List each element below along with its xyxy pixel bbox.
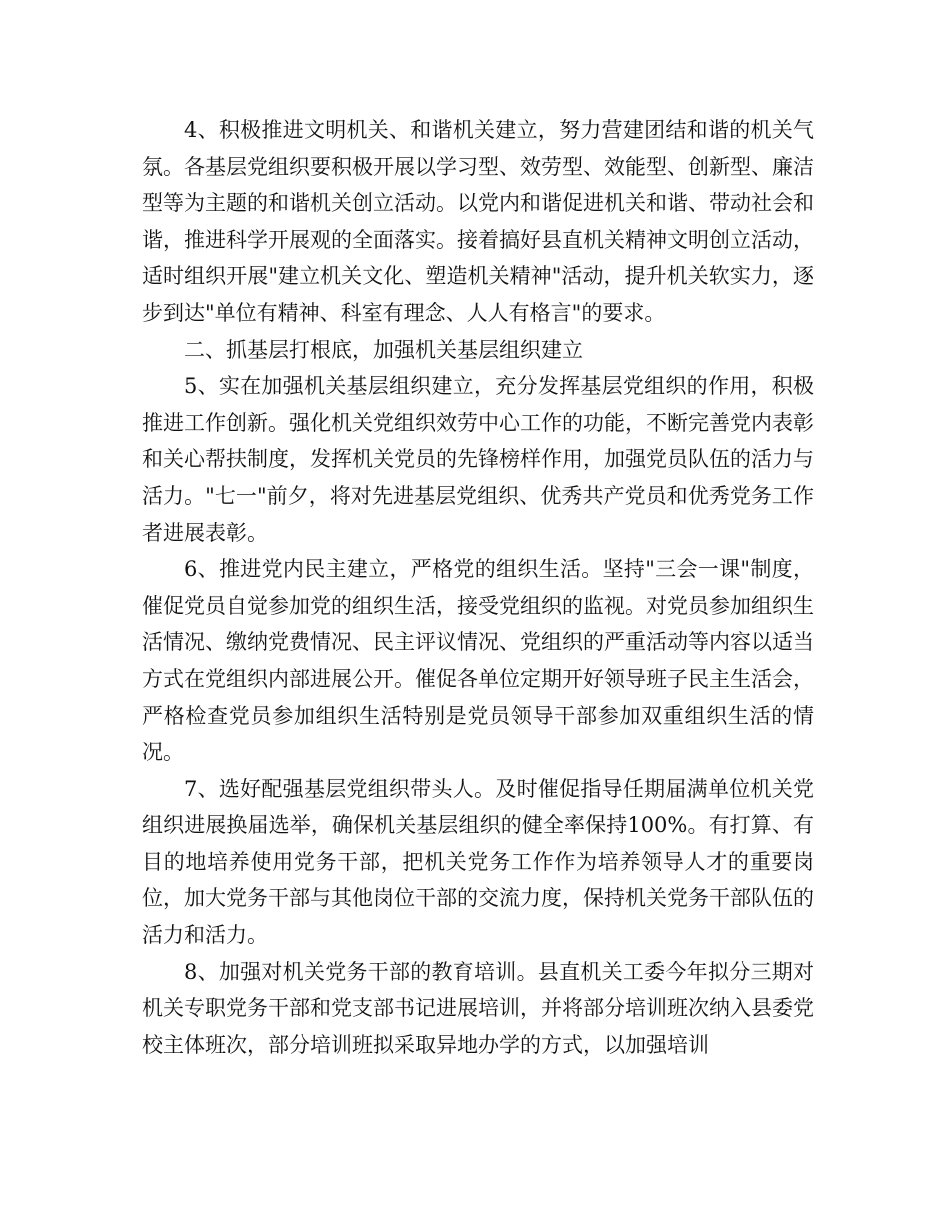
- paragraph-item-8: 8、加强对机关党务干部的教育培训。县直机关工委今年拟分三期对机关专职党务干部和党支部书记进展培训，并将部分培训班次纳入县委党校主体班次，部分培训班拟采取异地办学的方式，以加强培训: [142, 959, 814, 1057]
- paragraph-item-5: 5、实在加强机关基层组织建立，充分发挥基层党组织的作用，积极推进工作创新。强化机关党组织效劳中心工作的功能，不断完善党内表彰和关心帮扶制度，发挥机关党员的先锋榜样作用，加强党员队伍的活力与活力。"七一"前夕，将对先进基层党组织、优秀共产党员和优秀党务工作者进展表彰。: [142, 374, 814, 545]
- section-heading-2: 二、抓基层打根底，加强机关基层组织建立: [184, 337, 583, 362]
- document-body: [142, 112, 814, 1063]
- paragraph-item-7: 7、选好配强基层党组织带头人。及时催促指导任期届满单位机关党组织进展换届选举，确保机关基层组织的健全率保持100%。有打算、有目的地培养使用党务干部，把机关党务工作作为培养领导人才的重要岗位，加大党务干部与其他岗位干部的交流力度，保持机关党务干部队伍的活力和活力。: [142, 776, 814, 948]
- paragraph-item-6: 6、推进党内民主建立，严格党的组织生活。坚持"三会一课"制度，催促党员自觉参加党的组织生活，接受党组织的监视。对党员参加组织生活情况、缴纳党费情况、民主评议情况、党组织的严重活动等内容以适当方式在党组织内部进展公开。催促各单位定期开好领导班子民主生活会，严格检查党员参加组织生活特别是党员领导干部参加双重组织生活的情况。: [142, 557, 814, 765]
- paragraph-item-4: 4、积极推进文明机关、和谐机关建立，努力营建团结和谐的机关气氛。各基层党组织要积极开展以学习型、效劳型、效能型、创新型、廉洁型等为主题的和谐机关创立活动。以党内和谐促进机关和谐、带动社会和谐，推进科学开展观的全面落实。接着搞好县直机关精神文明创立活动，适时组织开展"建立机关文化、塑造机关精神"活动，提升机关软实力，逐步到达"单位有精神、科室有理念、人人有格言"的要求。: [142, 118, 814, 325]
